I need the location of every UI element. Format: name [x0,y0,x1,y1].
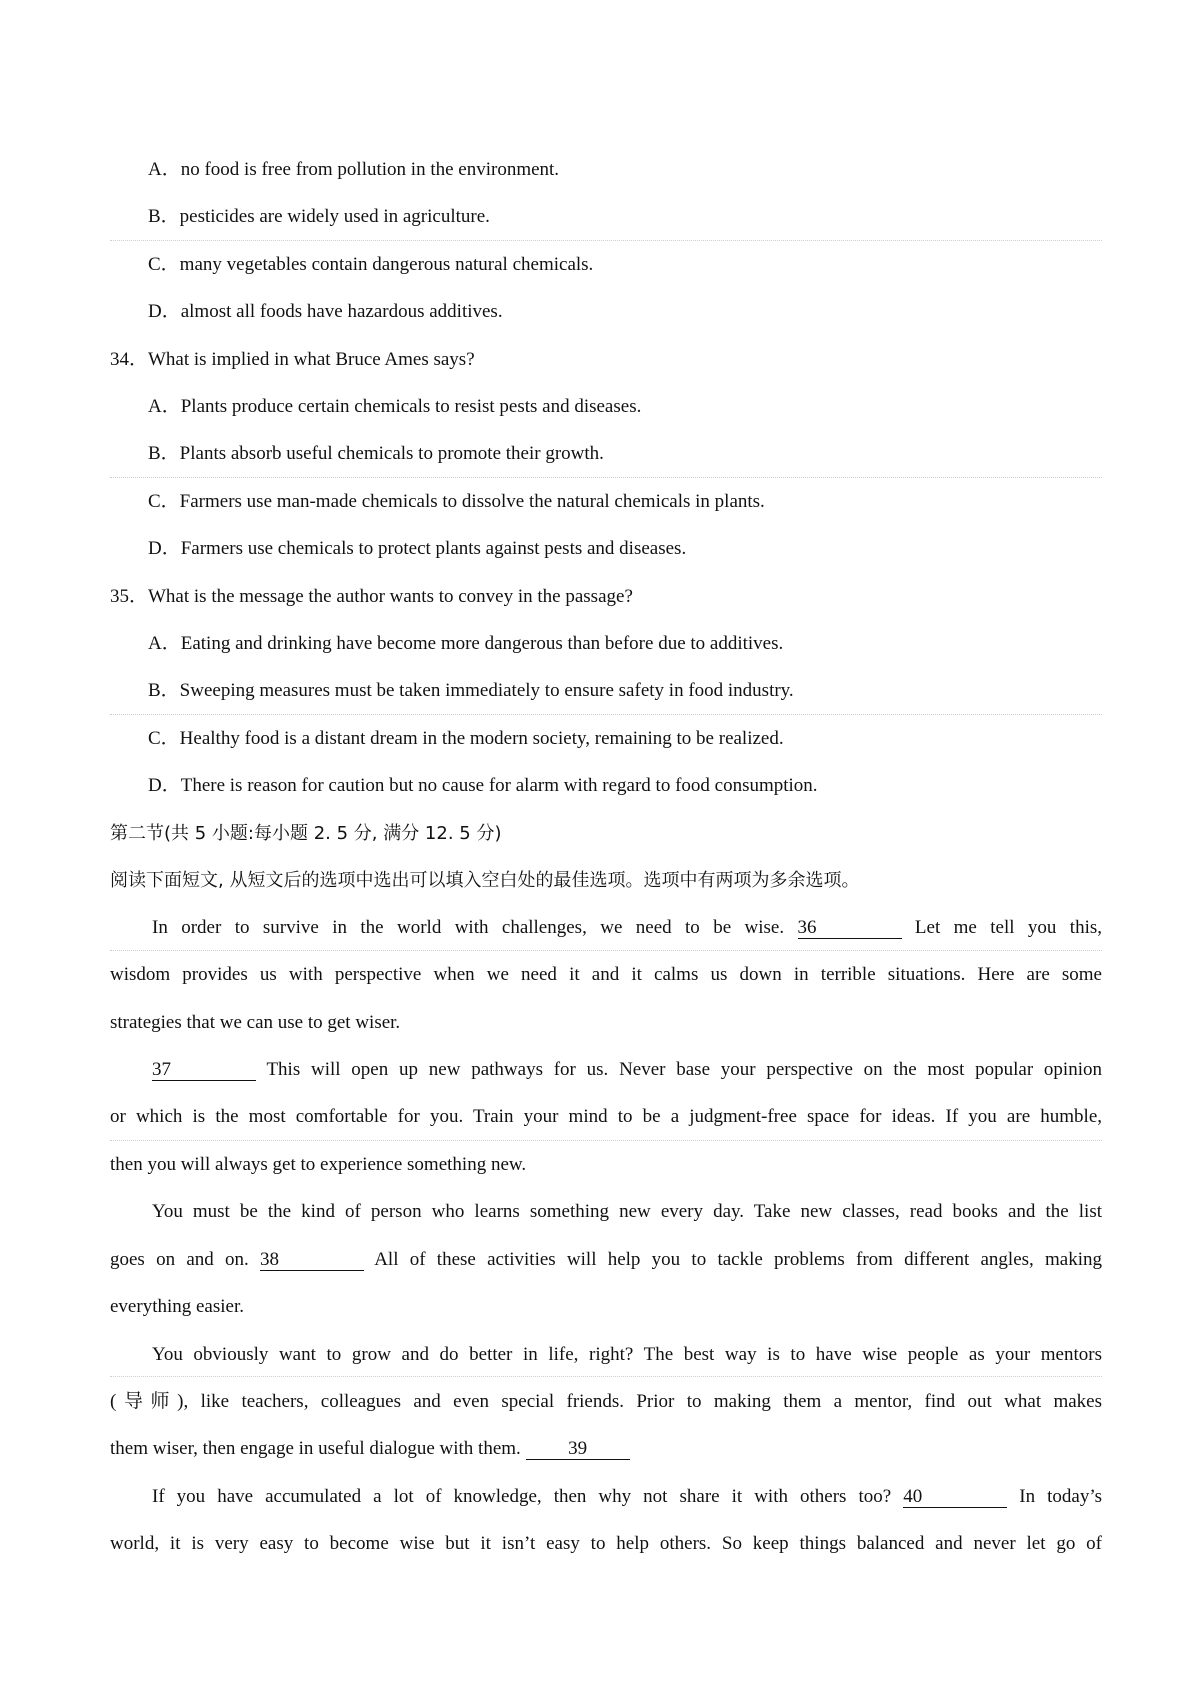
q35-stem: 35．What is the message the author wants to convey in the passage? [110,586,633,607]
section-heading: 第二节(共 5 小题:每小题 2. 5 分, 满分 12. 5 分) [110,823,502,844]
q35-option-b: B．Sweeping measures must be taken immediately to ensure safety in food industry. [148,680,794,701]
passage-line: (导师), like teachers, colleagues and even special friends. Prior to making them a mentor, find out what makes [110,1391,1102,1412]
q35-option-d: D．There is reason for caution but no cause for alarm with regard to food consumption. [148,775,818,796]
passage-line: or which is the most comfortable for you. Train your mind to be a judgment-free space for ideas. If you are humble, [110,1106,1102,1127]
q33-option-b: B．pesticides are widely used in agriculture. [148,206,490,227]
q33-option-d: D．almost all foods have hazardous additives. [148,301,503,322]
q34-option-b: B．Plants absorb useful chemicals to promote their growth. [148,443,604,464]
passage-line [152,1485,1102,1509]
passage-line: everything easier. [110,1296,245,1317]
passage-line [152,916,1102,940]
blank-36: 36 [798,918,902,939]
passage-line: You obviously want to grow and do better in life, right? The best way is to have wise people as your mentors [152,1344,1102,1365]
section-instruction: 阅读下面短文, 从短文后的选项中选出可以填入空白处的最佳选项。选项中有两项为多余选项。 [110,870,860,891]
blank-37: 37 [152,1060,256,1081]
dotted-rule [110,240,1102,241]
passage-line [110,1437,630,1461]
blank-40: 40 [903,1487,1007,1508]
q34-option-a: A．Plants produce certain chemicals to resist pests and diseases. [148,396,642,417]
passage-text: All of these activities will help you to tackle problems from different angles, making [374,1249,1103,1270]
q34-option-c: C．Farmers use man-made chemicals to dissolve the natural chemicals in plants. [148,491,765,512]
passage-line: world, it is very easy to become wise but it isn’t easy to help others. So keep things balanced and never let go of [110,1533,1102,1554]
dotted-rule [110,1376,1102,1377]
blank-39: 39 [526,1439,630,1460]
q35-option-a: A．Eating and drinking have become more dangerous than before due to additives. [148,633,784,654]
passage-line: You must be the kind of person who learns something new every day. Take new classes, read books and the list [152,1201,1102,1222]
passage-line [152,1058,1102,1082]
passage-line [110,1248,1102,1272]
passage-text: them wiser, then engage in useful dialogue with them. [110,1438,521,1459]
q33-option-c: C．many vegetables contain dangerous natural chemicals. [148,254,594,275]
dotted-rule [110,1140,1102,1141]
passage-line: wisdom provides us with perspective when we need it and it calms us down in terrible situations. Here are some [110,964,1102,985]
passage-text: In today’s [1019,1486,1102,1507]
passage-text: In order to survive in the world with challenges, we need to be wise. [152,917,785,938]
q34-option-d: D．Farmers use chemicals to protect plants against pests and diseases. [148,538,687,559]
q35-option-c: C．Healthy food is a distant dream in the modern society, remaining to be realized. [148,728,784,749]
passage-text: goes on and on. [110,1249,249,1270]
passage-text: This will open up new pathways for us. Never base your perspective on the most popular opinion [266,1059,1102,1080]
q34-stem: 34．What is implied in what Bruce Ames says? [110,349,475,370]
dotted-rule [110,477,1102,478]
passage-text: Let me tell you this, [914,917,1103,938]
passage-text: If you have accumulated a lot of knowledge, then why not share it with others too? [152,1486,892,1507]
blank-38: 38 [260,1250,364,1271]
passage-line: then you will always get to experience something new. [110,1154,527,1175]
passage-line: strategies that we can use to get wiser. [110,1012,401,1033]
q33-option-a: A．no food is free from pollution in the environment. [148,159,560,180]
dotted-rule [110,714,1102,715]
dotted-rule [110,950,1102,951]
